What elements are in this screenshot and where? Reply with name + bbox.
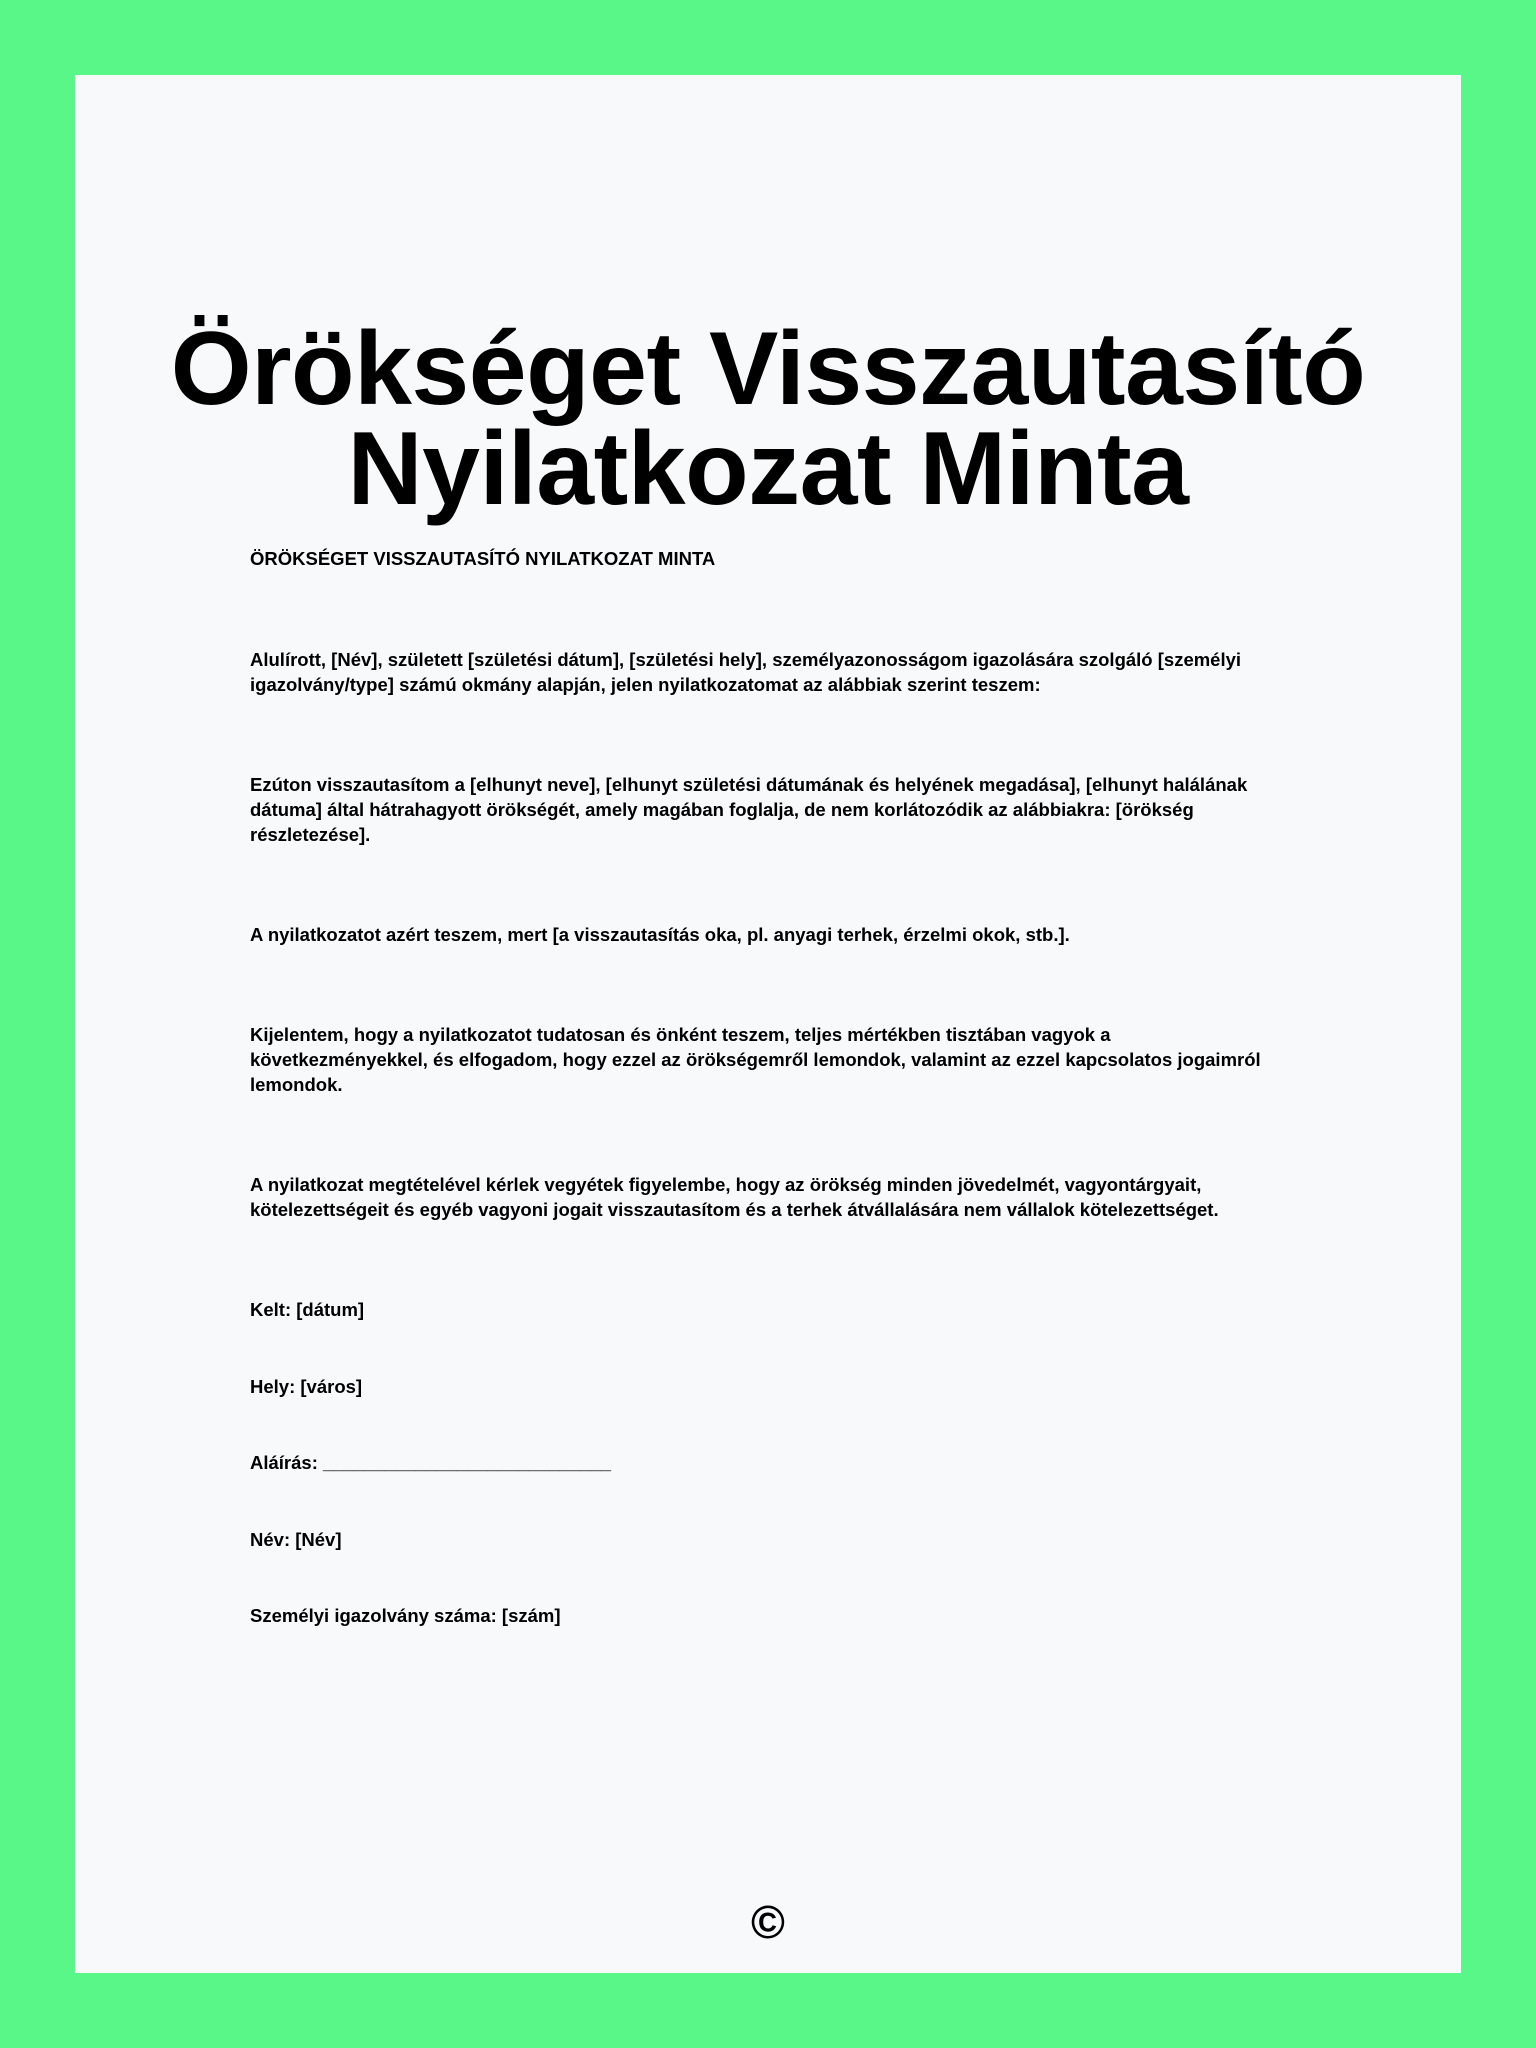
paragraph-obligations: A nyilatkozat megtételével kérlek vegyétek figyelembe, hogy az örökség minden jövedelmét, vagyontárgyait, kötelezettségeit és egyéb vagyoni jogait visszautasítom és a terhek átvállalására nem vállalok kötelezettséget. (250, 1174, 1219, 1220)
field-signature: Aláírás: ____________________________ (250, 1452, 612, 1473)
field-id-number: Személyi igazolvány száma: [szám] (250, 1605, 561, 1626)
field-place: Hely: [város] (250, 1375, 363, 1397)
title-line-1: Örökséget Visszautasító (170, 311, 1366, 427)
document-page (75, 75, 1461, 1973)
document-body (250, 546, 1290, 1680)
paragraph-declarant: Alulírott, [Név], született [születési dátum], [születési hely], személyazonosságom igazolására szolgáló [személyi igazolvány/type] számú okmány alapján, jelen nyilatkozatomat az alábbiak szerint teszem: (250, 649, 1242, 695)
title-line-2: Nyilatkozat Minta (347, 411, 1189, 527)
paragraph-reason: A nyilatkozatot azért teszem, mert [a visszautasítás oka, pl. anyagi terhek, érzelmi okok, stb.]. (250, 924, 1070, 945)
copyright-icon: © (751, 1896, 785, 1948)
field-name: Név: [Név] (250, 1528, 342, 1550)
paragraph-renunciation: Ezúton visszautasítom a [elhunyt neve], [elhunyt születési dátumának és helyének megadása], [elhunyt halálának dátuma] által hátrahagyott örökségét, amely magában foglalja, de nem korlátozódik az alábbiakra: [örökség részletezése]. (250, 774, 1248, 845)
section-heading: ÖRÖKSÉGET VISSZAUTASÍTÓ NYILATKOZAT MINTA (250, 548, 716, 569)
field-date: Kelt: [dátum] (250, 1299, 365, 1320)
document-title (75, 311, 1461, 527)
paragraph-acknowledgement: Kijelentem, hogy a nyilatkozatot tudatosan és önként teszem, teljes mértékben tisztában vagyok a következményekkel, és elfogadom, hogy ezzel az örökségemről lemondok, valamint az ezzel kapcsolatos jogaimról lemondok. (250, 1024, 1261, 1095)
